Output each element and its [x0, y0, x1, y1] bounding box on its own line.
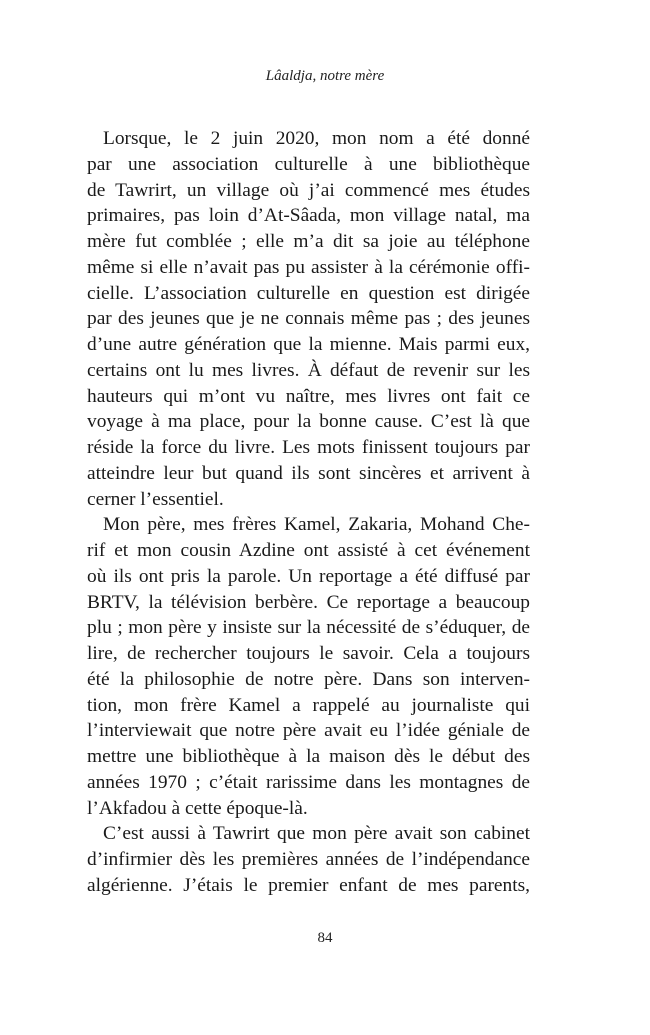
text-line: C’est aussi à Tawrirt que mon père avait son cabinet	[103, 823, 530, 845]
paragraph-1	[87, 126, 530, 512]
running-head: Lâaldja, notre mère	[265, 68, 385, 84]
text-line: mettre une bibliothèque à la maison dès le début des	[87, 746, 530, 767]
text-line: d’infirmier dès les premières années de l’indépendance	[87, 849, 530, 870]
paragraph-3	[87, 821, 530, 898]
text-line: tion, mon frère Kamel a rappelé au journaliste qui	[87, 694, 530, 716]
text-line: par des jeunes que je ne connais même pas ; des jeunes	[87, 308, 530, 330]
text-line: lire, de rechercher toujours le savoir. Cela a toujours	[87, 643, 530, 664]
text-line: de Tawrirt, un village où j’ai commencé mes études	[87, 179, 530, 201]
text-line: l’interviewait que notre père avait eu l’idée géniale de	[87, 720, 530, 742]
page-number: 84	[317, 930, 333, 946]
text-line: rif et mon cousin Azdine ont assisté à cet événement	[87, 540, 530, 561]
text-line: certains ont lu mes livres. À défaut de revenir sur les	[87, 359, 530, 381]
text-line: mère fut comblée ; elle m’a dit sa joie au téléphone	[87, 231, 530, 252]
text-line: plu ; mon père y insiste sur la nécessité de s’éduquer, de	[87, 617, 530, 639]
text-line: hauteurs qui m’ont vu naître, mes livres ont fait ce	[87, 385, 530, 407]
text-line: d’une autre génération que la mienne. Mais parmi eux,	[87, 334, 530, 355]
text-line: BRTV, la télévision berbère. Ce reportage a beaucoup	[87, 591, 530, 613]
text-line: cerner l’essentiel.	[87, 488, 224, 510]
text-line: atteindre leur but quand ils sont sincères et arrivent à	[87, 462, 530, 484]
text-line: cielle. L’association culturelle en question est dirigée	[87, 282, 530, 304]
text-line: Lorsque, le 2 juin 2020, mon nom a été donné	[103, 128, 530, 149]
text-line: été la philosophie de notre père. Dans son interven-	[87, 668, 530, 690]
text-line: l’Akfadou à cette époque-là.	[87, 797, 308, 819]
text-line: réside la force du livre. Les mots finissent toujours par	[87, 437, 530, 458]
text-line: même si elle n’avait pas pu assister à la cérémonie offi-	[87, 256, 530, 278]
text-line: où ils ont pris la parole. Un reportage a été diffusé par	[87, 565, 530, 587]
text-line: algérienne. J’étais le premier enfant de mes parents,	[87, 874, 530, 896]
text-line: années 1970 ; c’était rarissime dans les montagnes de	[87, 771, 530, 793]
paragraph-2	[87, 512, 530, 821]
text-line: par une association culturelle à une bibliothèque	[87, 153, 530, 175]
text-line: Mon père, mes frères Kamel, Zakaria, Mohand Che-	[103, 514, 530, 536]
body-text	[87, 126, 530, 899]
text-line: voyage à ma place, pour la bonne cause. C’est là que	[87, 411, 530, 433]
text-line: primaires, pas loin d’At-Sâada, mon village natal, ma	[87, 205, 530, 227]
